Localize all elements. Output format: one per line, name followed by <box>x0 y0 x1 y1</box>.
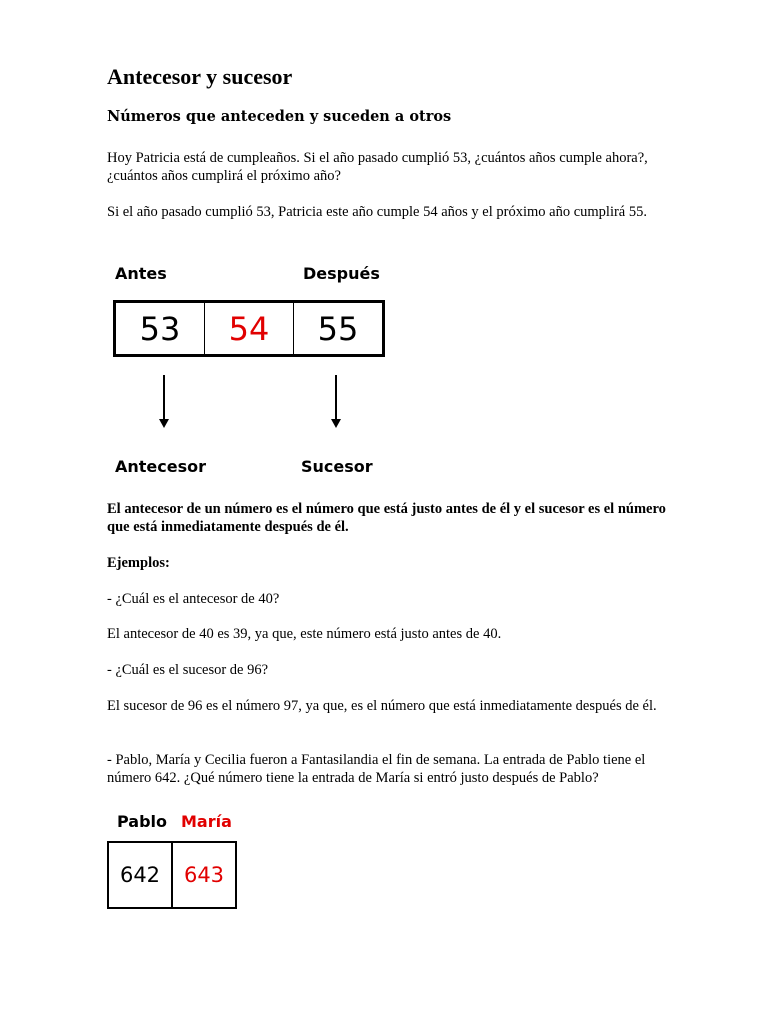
example-answer-2: El sucesor de 96 es el número 97, ya que, es el número que está inmediatamente después de él. <box>107 698 657 714</box>
ticket-number-pablo: 642 <box>109 843 173 907</box>
page-title: Antecesor y sucesor <box>107 64 293 89</box>
number-box-successor: 55 <box>317 309 359 348</box>
label-predecessor: Antecesor <box>115 457 207 476</box>
number-box-current: 54 <box>205 303 294 354</box>
page-subtitle: Números que anteceden y suceden a otros <box>107 108 452 125</box>
label-successor: Sucesor <box>301 457 373 476</box>
label-maria: María <box>181 812 232 831</box>
definition-paragraph: El antecesor de un número es el número que está justo antes de él y el sucesor es el número que está inmediatamente después de él. <box>107 501 666 535</box>
arrow-down-icon <box>157 375 171 429</box>
example-question-3: - Pablo, María y Cecilia fueron a Fantasilandia el fin de semana. La entrada de Pablo tiene el número 642. ¿Qué número tiene la entrada de María si entró justo después de Pablo? <box>107 752 646 786</box>
number-boxes <box>113 300 385 357</box>
ticket-number-maria: 643 <box>183 863 225 887</box>
example-answer-1: El antecesor de 40 es 39, ya que, este número está justo antes de 40. <box>107 626 502 642</box>
label-before: Antes <box>115 264 167 283</box>
answer-paragraph: Si el año pasado cumplió 53, Patricia este año cumple 54 años y el próximo año cumplirá 55. <box>107 204 647 220</box>
label-pablo: Pablo <box>117 812 168 831</box>
example-question-1: - ¿Cuál es el antecesor de 40? <box>107 591 280 607</box>
number-box-predecessor: 53 <box>116 303 205 354</box>
ticket-boxes <box>107 841 237 909</box>
arrow-down-icon <box>329 375 343 429</box>
example-question-2: - ¿Cuál es el sucesor de 96? <box>107 662 269 678</box>
intro-paragraph: Hoy Patricia está de cumpleaños. Si el año pasado cumplió 53, ¿cuántos años cumple ahora?, ¿cuántos años cumplirá el próximo año? <box>107 150 648 184</box>
examples-heading: Ejemplos: <box>107 555 170 571</box>
label-after: Después <box>303 264 380 283</box>
